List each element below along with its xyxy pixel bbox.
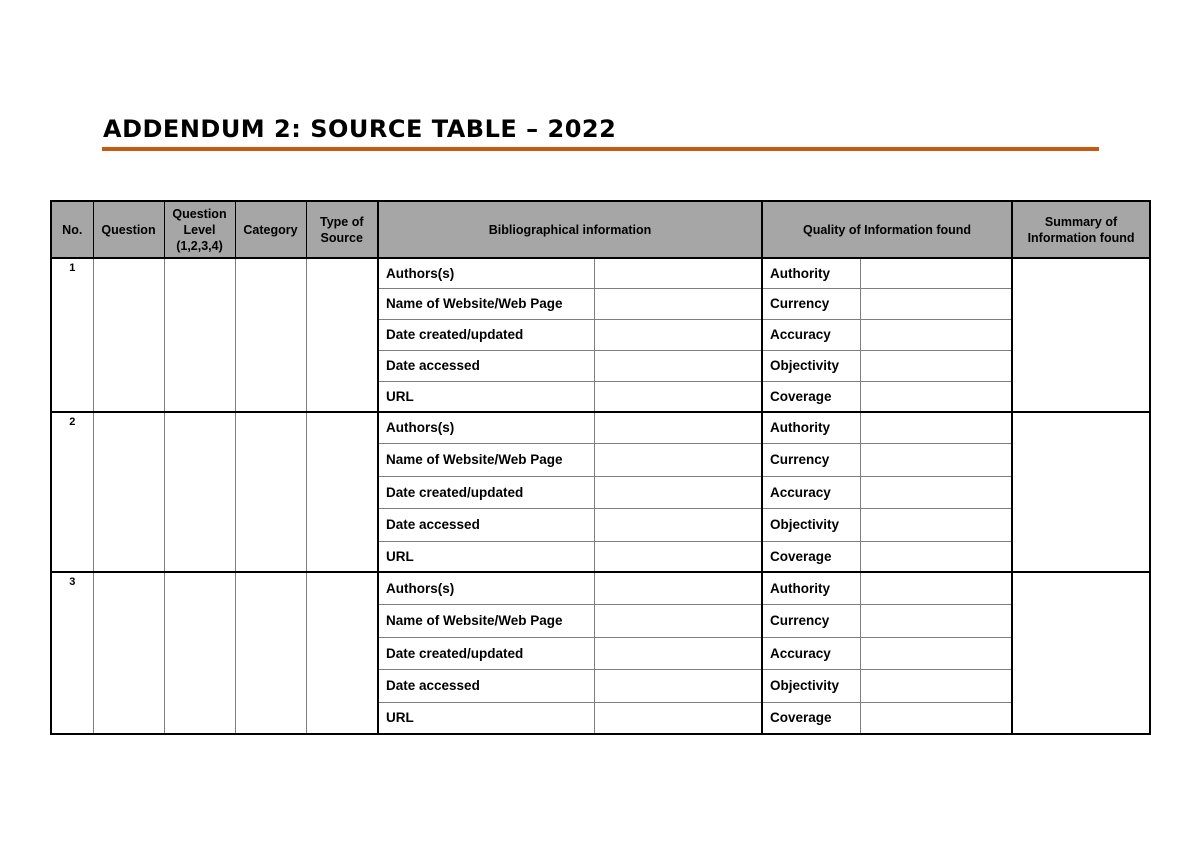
quality-value-cell[interactable]: [860, 669, 1012, 702]
bib-value-cell[interactable]: [594, 412, 762, 443]
bib-value-cell[interactable]: [594, 702, 762, 734]
quality-label: Objectivity: [762, 669, 860, 702]
header-category: Category: [235, 201, 306, 258]
quality-value-cell[interactable]: [860, 604, 1012, 637]
bib-value-cell[interactable]: [594, 637, 762, 669]
bib-label: URL: [378, 381, 594, 412]
question-level-cell[interactable]: [164, 572, 235, 734]
row-number: 1: [51, 258, 93, 412]
bib-value-cell[interactable]: [594, 443, 762, 476]
quality-label: Currency: [762, 288, 860, 319]
quality-value-cell[interactable]: [860, 412, 1012, 443]
header-bibliographical-information: Bibliographical information: [378, 201, 762, 258]
quality-label: Accuracy: [762, 319, 860, 350]
table-row: [51, 258, 1150, 288]
quality-value-cell[interactable]: [860, 508, 1012, 541]
bib-value-cell[interactable]: [594, 319, 762, 350]
bib-value-cell[interactable]: [594, 604, 762, 637]
header-type-of-source: Type of Source: [306, 201, 378, 258]
type-of-source-cell[interactable]: [306, 412, 378, 572]
bib-value-cell[interactable]: [594, 669, 762, 702]
table-row: [51, 412, 1150, 443]
quality-label: Authority: [762, 258, 860, 288]
row-number: 3: [51, 572, 93, 734]
quality-label: Objectivity: [762, 508, 860, 541]
bib-label: Date created/updated: [378, 637, 594, 669]
summary-cell[interactable]: [1012, 258, 1150, 412]
header-question: Question: [93, 201, 164, 258]
bib-label: URL: [378, 702, 594, 734]
bib-label: Date accessed: [378, 508, 594, 541]
category-cell[interactable]: [235, 258, 306, 412]
quality-value-cell[interactable]: [860, 443, 1012, 476]
bib-label: Date accessed: [378, 669, 594, 702]
title-underline: [102, 147, 1099, 151]
type-of-source-cell[interactable]: [306, 258, 378, 412]
question-cell[interactable]: [93, 572, 164, 734]
bib-value-cell[interactable]: [594, 381, 762, 412]
header-no: No.: [51, 201, 93, 258]
quality-label: Accuracy: [762, 476, 860, 508]
bib-label: Date created/updated: [378, 476, 594, 508]
row-number: 2: [51, 412, 93, 572]
bib-value-cell[interactable]: [594, 508, 762, 541]
quality-value-cell[interactable]: [860, 541, 1012, 572]
category-cell[interactable]: [235, 572, 306, 734]
header-quality-of-information: Quality of Information found: [762, 201, 1012, 258]
bib-value-cell[interactable]: [594, 350, 762, 381]
question-cell[interactable]: [93, 412, 164, 572]
quality-label: Coverage: [762, 541, 860, 572]
quality-label: Coverage: [762, 702, 860, 734]
bib-label: Authors(s): [378, 412, 594, 443]
question-level-cell[interactable]: [164, 258, 235, 412]
category-cell[interactable]: [235, 412, 306, 572]
quality-value-cell[interactable]: [860, 350, 1012, 381]
bib-label: URL: [378, 541, 594, 572]
header-row: [51, 201, 1150, 258]
header-summary: Summary of Information found: [1012, 201, 1150, 258]
table-row: [51, 572, 1150, 604]
summary-cell[interactable]: [1012, 412, 1150, 572]
bib-label: Name of Website/Web Page: [378, 443, 594, 476]
bib-label: Date accessed: [378, 350, 594, 381]
bib-value-cell[interactable]: [594, 572, 762, 604]
bib-label: Authors(s): [378, 258, 594, 288]
quality-label: Currency: [762, 443, 860, 476]
source-table: [50, 200, 1151, 735]
bib-label: Authors(s): [378, 572, 594, 604]
bib-label: Name of Website/Web Page: [378, 288, 594, 319]
bib-label: Name of Website/Web Page: [378, 604, 594, 637]
quality-label: Accuracy: [762, 637, 860, 669]
summary-cell[interactable]: [1012, 572, 1150, 734]
quality-value-cell[interactable]: [860, 476, 1012, 508]
header-question-level: Question Level (1,2,3,4): [164, 201, 235, 258]
document-title: ADDENDUM 2: SOURCE TABLE – 2022: [103, 115, 617, 143]
bib-label: Date created/updated: [378, 319, 594, 350]
quality-value-cell[interactable]: [860, 319, 1012, 350]
bib-value-cell[interactable]: [594, 476, 762, 508]
quality-value-cell[interactable]: [860, 381, 1012, 412]
quality-value-cell[interactable]: [860, 572, 1012, 604]
quality-value-cell[interactable]: [860, 702, 1012, 734]
type-of-source-cell[interactable]: [306, 572, 378, 734]
bib-value-cell[interactable]: [594, 258, 762, 288]
question-level-cell[interactable]: [164, 412, 235, 572]
quality-label: Objectivity: [762, 350, 860, 381]
quality-label: Authority: [762, 572, 860, 604]
quality-label: Authority: [762, 412, 860, 443]
bib-value-cell[interactable]: [594, 541, 762, 572]
quality-value-cell[interactable]: [860, 637, 1012, 669]
quality-value-cell[interactable]: [860, 258, 1012, 288]
question-cell[interactable]: [93, 258, 164, 412]
quality-value-cell[interactable]: [860, 288, 1012, 319]
bib-value-cell[interactable]: [594, 288, 762, 319]
quality-label: Currency: [762, 604, 860, 637]
quality-label: Coverage: [762, 381, 860, 412]
